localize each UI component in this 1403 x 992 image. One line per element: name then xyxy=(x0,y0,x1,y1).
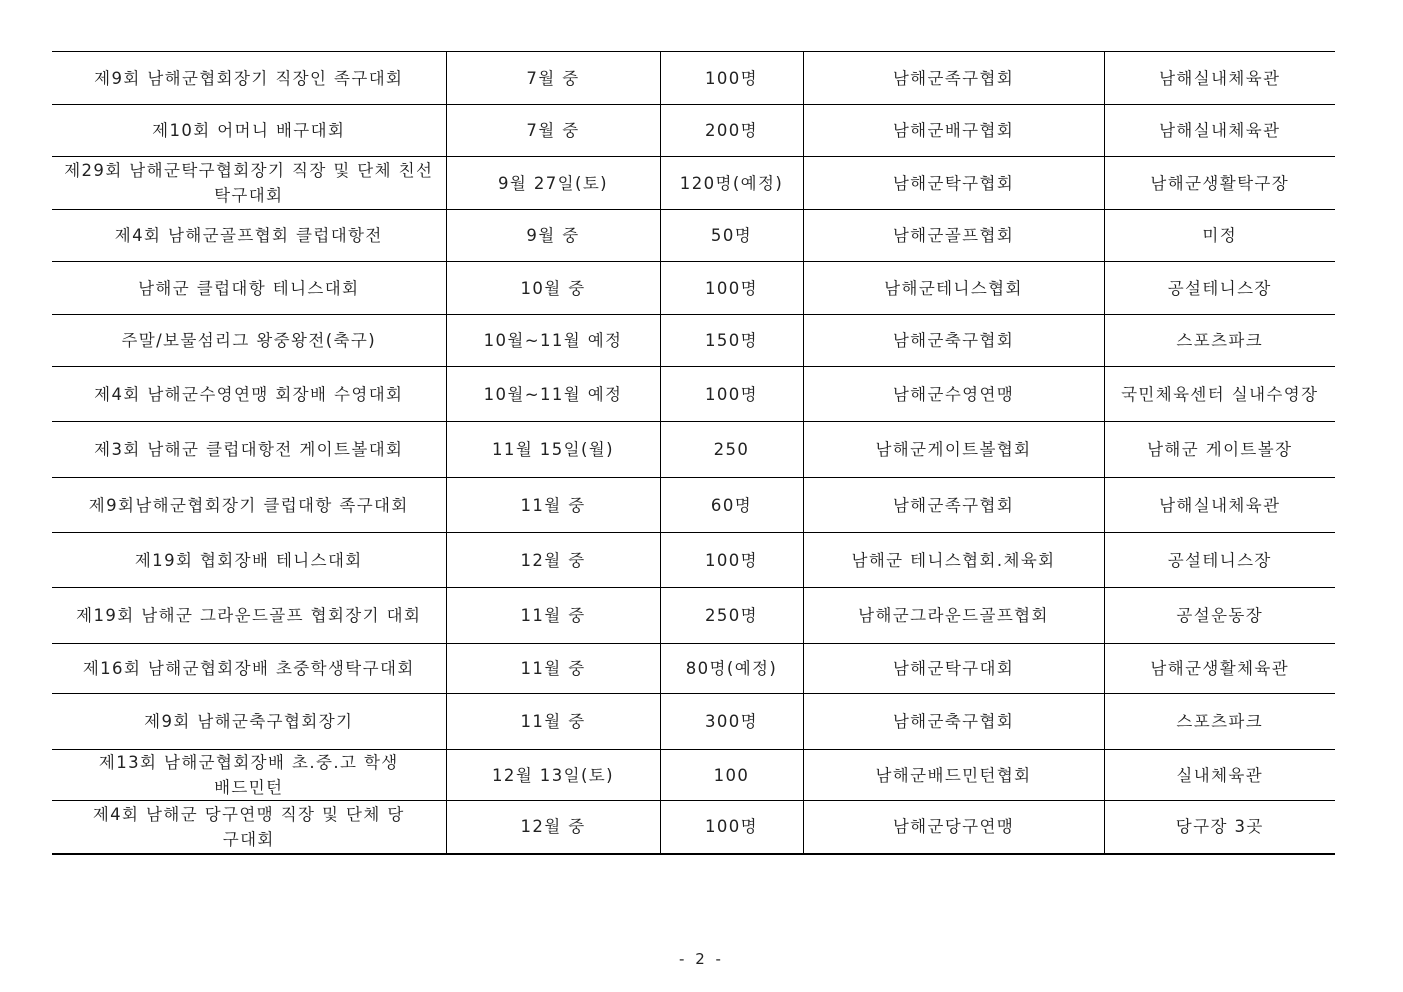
event-name-cell: 제9회남해군협회장기 클럽대항 족구대회 xyxy=(52,478,446,533)
event-name-cell: 제9회 남해군협회장기 직장인 족구대회 xyxy=(52,52,446,105)
participants-cell: 60명 xyxy=(660,478,803,533)
participants-cell: 250 xyxy=(660,422,803,478)
participants-cell: 100명 xyxy=(660,262,803,315)
table-row xyxy=(52,694,1335,750)
participants-cell: 100 xyxy=(660,750,803,801)
organizer-cell: 남해군수영연맹 xyxy=(803,367,1104,422)
table-row xyxy=(52,52,1335,105)
organizer-cell: 남해군테니스협회 xyxy=(803,262,1104,315)
venue-cell: 미정 xyxy=(1104,210,1335,262)
table-row xyxy=(52,533,1335,588)
venue-cell: 스포츠파크 xyxy=(1104,694,1335,750)
table-body xyxy=(52,52,1335,854)
organizer-cell: 남해군족구협회 xyxy=(803,478,1104,533)
organizer-cell: 남해군당구연맹 xyxy=(803,801,1104,854)
participants-cell: 100명 xyxy=(660,52,803,105)
participants-cell: 150명 xyxy=(660,315,803,367)
organizer-cell: 남해군족구협회 xyxy=(803,52,1104,105)
event-name-cell: 제4회 남해군골프협회 클럽대항전 xyxy=(52,210,446,262)
event-date-cell: 10월~11월 예정 xyxy=(446,367,660,422)
organizer-cell: 남해군그라운드골프협회 xyxy=(803,588,1104,644)
event-date-cell: 11월 중 xyxy=(446,478,660,533)
table-row xyxy=(52,210,1335,262)
event-date-cell: 12월 13일(토) xyxy=(446,750,660,801)
table-row xyxy=(52,801,1335,854)
organizer-cell: 남해군탁구대회 xyxy=(803,644,1104,694)
event-date-cell: 7월 중 xyxy=(446,105,660,157)
event-name-cell: 제29회 남해군탁구협회장기 직장 및 단체 친선 탁구대회 xyxy=(52,157,446,210)
event-name-cell: 제10회 어머니 배구대회 xyxy=(52,105,446,157)
event-date-cell: 9월 중 xyxy=(446,210,660,262)
participants-cell: 250명 xyxy=(660,588,803,644)
venue-cell: 공설운동장 xyxy=(1104,588,1335,644)
venue-cell: 실내체육관 xyxy=(1104,750,1335,801)
event-name-cell: 제16회 남해군협회장배 초중학생탁구대회 xyxy=(52,644,446,694)
participants-cell: 300명 xyxy=(660,694,803,750)
table-row xyxy=(52,262,1335,315)
venue-cell: 남해군 게이트볼장 xyxy=(1104,422,1335,478)
event-name-cell: 제13회 남해군협회장배 초.중.고 학생 배드민턴 xyxy=(52,750,446,801)
organizer-cell: 남해군축구협회 xyxy=(803,694,1104,750)
organizer-cell: 남해군게이트볼협회 xyxy=(803,422,1104,478)
event-date-cell: 11월 중 xyxy=(446,588,660,644)
venue-cell: 당구장 3곳 xyxy=(1104,801,1335,854)
event-date-cell: 12월 중 xyxy=(446,533,660,588)
event-date-cell: 7월 중 xyxy=(446,52,660,105)
event-date-cell: 11월 중 xyxy=(446,644,660,694)
participants-cell: 80명(예정) xyxy=(660,644,803,694)
event-date-cell: 11월 15일(월) xyxy=(446,422,660,478)
event-schedule-table xyxy=(52,51,1335,855)
event-date-cell: 10월~11월 예정 xyxy=(446,315,660,367)
participants-cell: 100명 xyxy=(660,367,803,422)
organizer-cell: 남해군 테니스협회.체육회 xyxy=(803,533,1104,588)
venue-cell: 남해실내체육관 xyxy=(1104,105,1335,157)
event-name-cell: 제4회 남해군수영연맹 회장배 수영대회 xyxy=(52,367,446,422)
participants-cell: 50명 xyxy=(660,210,803,262)
event-name-cell: 제4회 남해군 당구연맹 직장 및 단체 당구대회 xyxy=(52,801,446,854)
table-row xyxy=(52,478,1335,533)
participants-cell: 100명 xyxy=(660,533,803,588)
organizer-cell: 남해군축구협회 xyxy=(803,315,1104,367)
venue-cell: 공설테니스장 xyxy=(1104,533,1335,588)
table-row xyxy=(52,105,1335,157)
participants-cell: 100명 xyxy=(660,801,803,854)
event-name-cell: 주말/보물섬리그 왕중왕전(축구) xyxy=(52,315,446,367)
event-date-cell: 10월 중 xyxy=(446,262,660,315)
venue-cell: 국민체육센터 실내수영장 xyxy=(1104,367,1335,422)
venue-cell: 스포츠파크 xyxy=(1104,315,1335,367)
event-date-cell: 12월 중 xyxy=(446,801,660,854)
event-name-cell: 제9회 남해군축구협회장기 xyxy=(52,694,446,750)
venue-cell: 남해실내체육관 xyxy=(1104,52,1335,105)
table-row xyxy=(52,422,1335,478)
table-row xyxy=(52,588,1335,644)
table-row xyxy=(52,367,1335,422)
venue-cell: 남해군생활체육관 xyxy=(1104,644,1335,694)
event-name-cell: 남해군 클럽대항 테니스대회 xyxy=(52,262,446,315)
participants-cell: 120명(예정) xyxy=(660,157,803,210)
table-row xyxy=(52,750,1335,801)
organizer-cell: 남해군배드민턴협회 xyxy=(803,750,1104,801)
venue-cell: 남해실내체육관 xyxy=(1104,478,1335,533)
event-date-cell: 11월 중 xyxy=(446,694,660,750)
event-name-cell: 제19회 협회장배 테니스대회 xyxy=(52,533,446,588)
table-row xyxy=(52,315,1335,367)
venue-cell: 공설테니스장 xyxy=(1104,262,1335,315)
venue-cell: 남해군생활탁구장 xyxy=(1104,157,1335,210)
organizer-cell: 남해군배구협회 xyxy=(803,105,1104,157)
organizer-cell: 남해군골프협회 xyxy=(803,210,1104,262)
page-number: - 2 - xyxy=(679,950,724,968)
event-date-cell: 9월 27일(토) xyxy=(446,157,660,210)
table-row xyxy=(52,157,1335,210)
participants-cell: 200명 xyxy=(660,105,803,157)
event-name-cell: 제3회 남해군 클럽대항전 게이트볼대회 xyxy=(52,422,446,478)
event-name-cell: 제19회 남해군 그라운드골프 협회장기 대회 xyxy=(52,588,446,644)
table-row xyxy=(52,644,1335,694)
organizer-cell: 남해군탁구협회 xyxy=(803,157,1104,210)
